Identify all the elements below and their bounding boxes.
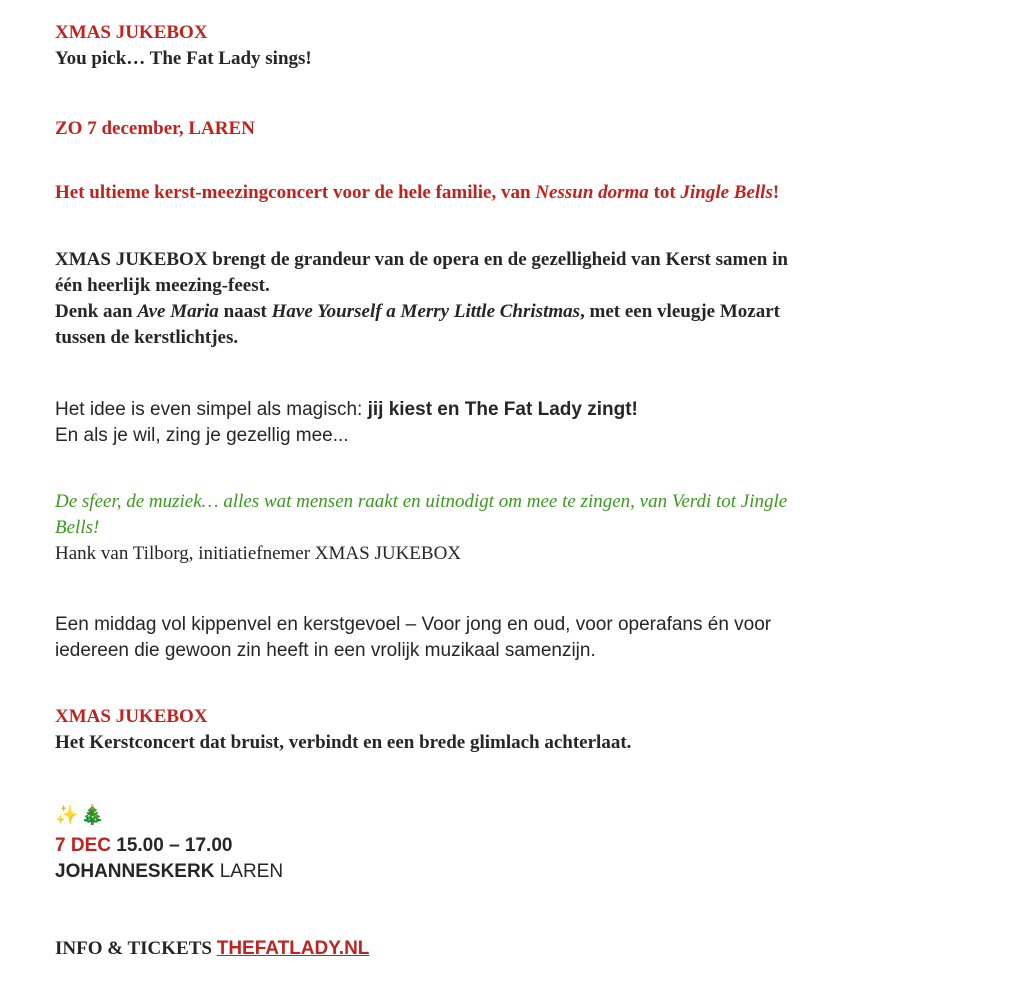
closing-text: Het Kerstconcert dat bruist, verbindt en een brede glimlach achterlaat. bbox=[55, 732, 632, 753]
event-time: 15.00 – 17.00 bbox=[110, 835, 233, 856]
afternoon-block bbox=[55, 612, 975, 664]
tagline-part1: Het ultieme kerst-meezingconcert voor de hele familie, van bbox=[55, 182, 536, 203]
idea-line-2: En als je wil, zing je gezellig mee... bbox=[55, 425, 349, 446]
tickets-link[interactable]: THEFATLADY.NL bbox=[216, 938, 370, 959]
intro-line-3-em1: Ave Maria bbox=[137, 301, 219, 322]
intro-line-3c: , met een vleugje Mozart bbox=[580, 301, 780, 322]
closing-block bbox=[55, 704, 975, 756]
tickets-line bbox=[55, 936, 975, 962]
intro-line-3a: Denk aan bbox=[55, 301, 138, 322]
tagline-em2: Jingle Bells bbox=[680, 182, 773, 203]
quote-line-2: Bells! bbox=[55, 517, 100, 538]
intro-line-3 bbox=[55, 299, 975, 325]
idea-block bbox=[55, 397, 975, 449]
event-datetime bbox=[55, 833, 975, 859]
idea-bold: jij kiest en The Fat Lady zingt! bbox=[367, 399, 638, 420]
sparkles-tree-icon: ✨🎄 bbox=[55, 805, 107, 826]
afternoon-line-2: iedereen die gewoon zin heeft in een vrolijk muzikaal samenzijn. bbox=[55, 640, 596, 661]
header-subtitle: You pick… The Fat Lady sings! bbox=[55, 48, 312, 69]
event-city: LAREN bbox=[214, 861, 284, 882]
idea-lead: Het idee is even simpel als magisch: bbox=[55, 399, 368, 420]
intro-line-3b: naast bbox=[218, 301, 272, 322]
tickets-label: INFO & TICKETS bbox=[55, 938, 217, 959]
event-venue: JOHANNESKERK bbox=[55, 861, 215, 882]
event-date: 7 DEC bbox=[55, 835, 111, 856]
tagline-part3: ! bbox=[772, 182, 780, 203]
intro-line-3-em2: Have Yourself a Merry Little Christmas bbox=[271, 301, 581, 322]
closing-title: XMAS JUKEBOX bbox=[55, 706, 208, 727]
intro-line-1: XMAS JUKEBOX brengt de grandeur van de opera en de gezelligheid van Kerst samen in bbox=[55, 249, 788, 270]
intro-block bbox=[55, 247, 975, 351]
header-block bbox=[55, 20, 975, 72]
intro-line-2: één heerlijk meezing-feest. bbox=[55, 275, 270, 296]
tickets-block bbox=[55, 936, 975, 962]
quote-block bbox=[55, 489, 975, 567]
header-title: XMAS JUKEBOX bbox=[55, 22, 208, 43]
tagline-part2: tot bbox=[648, 182, 681, 203]
idea-line-1 bbox=[55, 397, 975, 423]
tagline-em1: Nessun dorma bbox=[535, 182, 649, 203]
date-block bbox=[55, 116, 975, 142]
tagline bbox=[55, 180, 975, 206]
intro-line-4: tussen de kerstlichtjes. bbox=[55, 327, 239, 348]
quote-line-1: De sfeer, de muziek… alles wat mensen raakt en uitnodigt om mee te zingen, van Verdi tot Jingle bbox=[55, 491, 788, 512]
event-block bbox=[55, 803, 975, 885]
afternoon-line-1: Een middag vol kippenvel en kerstgevoel – Voor jong en oud, voor operafans én voor bbox=[55, 614, 772, 635]
quote-attribution: Hank van Tilborg, initiatiefnemer XMAS JUKEBOX bbox=[55, 543, 462, 564]
tagline-block bbox=[55, 180, 975, 206]
date-line: ZO 7 december, LAREN bbox=[55, 118, 255, 139]
event-location bbox=[55, 859, 975, 885]
